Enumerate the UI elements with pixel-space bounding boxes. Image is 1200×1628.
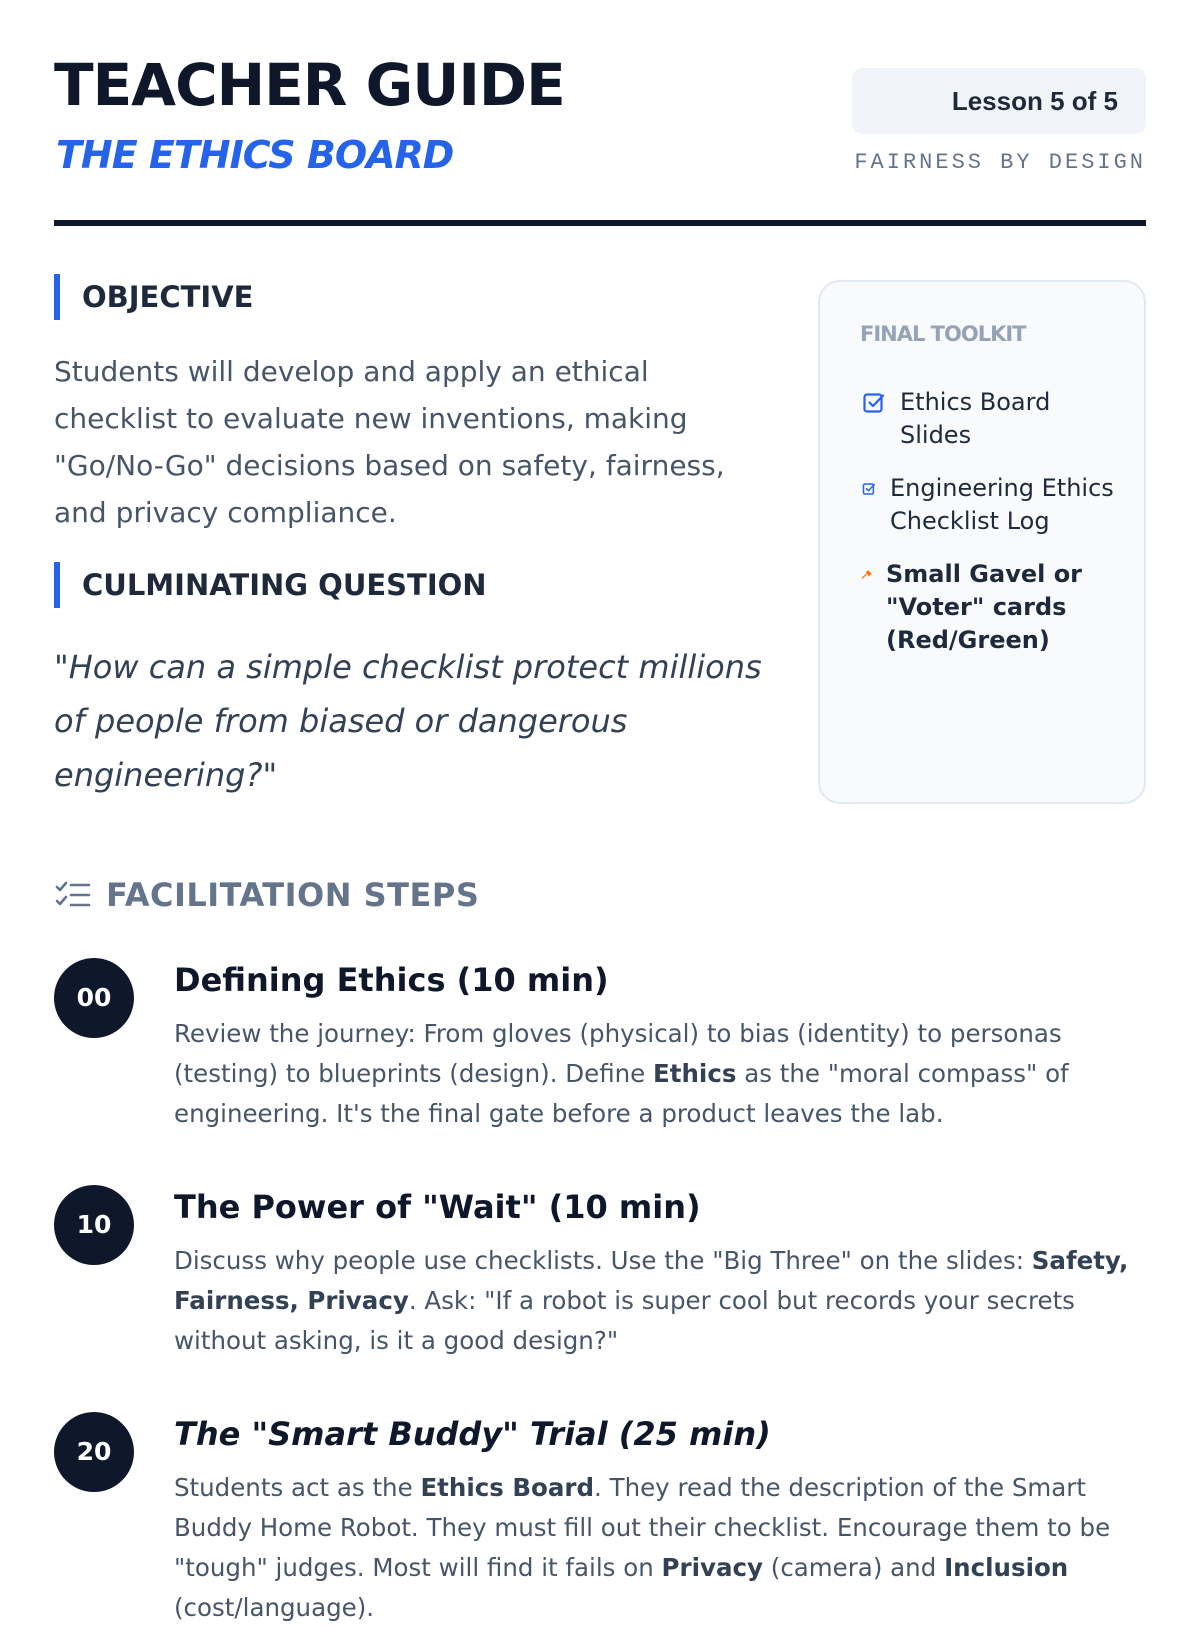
- culminating-question-heading: CULMINATING QUESTION: [54, 562, 487, 608]
- step-number-badge: 20: [54, 1412, 134, 1492]
- facilitation-steps-heading: [54, 870, 479, 920]
- facilitation-steps-label: FACILITATION STEPS: [106, 876, 480, 914]
- objective-heading: OBJECTIVE: [54, 274, 253, 320]
- header-divider: [54, 220, 1146, 226]
- toolkit-item-label: Ethics Board Slides: [900, 388, 1051, 449]
- series-label: FAIRNESS BY DESIGN: [854, 150, 1146, 175]
- step-title: The "Smart Buddy" Trial (25 min): [174, 1415, 771, 1453]
- toolkit-item-label: Small Gavel or "Voter" cards (Red/Green): [886, 560, 1083, 654]
- step-number-badge: 00: [54, 958, 134, 1038]
- facilitation-step: [54, 958, 1146, 1138]
- page-header: [54, 52, 1146, 228]
- checklist-icon: [54, 879, 92, 911]
- step-number-badge: 10: [54, 1185, 134, 1265]
- facilitation-step: [54, 1412, 1146, 1622]
- emphasis-term: Ethics Board: [420, 1473, 595, 1502]
- culminating-question-text: "How can a simple checklist protect millions of people from biased or dangerous engineering?": [54, 648, 762, 794]
- emphasis-term: Ethics: [653, 1059, 737, 1088]
- step-body: Review the journey: From gloves (physical) to bias (identity) to personas (testing) to blueprints (design). Define Ethics as the "moral compass" of engineering. It's the final gate before a product leaves the lab.: [174, 1019, 1069, 1128]
- checkbox-icon: [860, 472, 878, 505]
- lesson-subtitle: THE ETHICS BOARD: [56, 133, 454, 177]
- facilitation-step: [54, 1185, 1146, 1365]
- emphasis-term: Privacy: [661, 1553, 763, 1582]
- step-title: The Power of "Wait" (10 min): [174, 1188, 701, 1226]
- objective-text: Students will develop and apply an ethical checklist to evaluate new inventions, making "Go/No-Go" decisions based on safety, fairness, and privacy compliance.: [54, 355, 725, 529]
- toolkit-title: FINAL TOOLKIT: [860, 322, 1026, 346]
- gavel-icon: [860, 558, 874, 591]
- toolkit-item: [860, 558, 1106, 657]
- toolkit-item: [860, 472, 1130, 538]
- page-title: TEACHER GUIDE: [54, 51, 565, 119]
- final-toolkit-card: [818, 280, 1146, 804]
- emphasis-term: Inclusion: [944, 1553, 1069, 1582]
- step-body: Students act as the Ethics Board. They read the description of the Smart Buddy Home Robot. They must fill out their checklist. Encourage them to be "tough" judges. Most will find it fails on Privacy (camera) and Inclusion (cost/language).: [174, 1473, 1111, 1622]
- toolkit-item-label: Engineering Ethics Checklist Log: [890, 474, 1114, 535]
- checkbox-icon: [860, 386, 888, 419]
- lesson-badge: Lesson 5 of 5: [852, 68, 1146, 134]
- step-body: Discuss why people use checklists. Use the "Big Three" on the slides: Safety, Fairness, Privacy. Ask: "If a robot is super cool but records your secrets without asking, is it a good design?": [174, 1246, 1129, 1355]
- toolkit-item: [860, 386, 1110, 452]
- emphasis-term: Safety, Fairness, Privacy: [174, 1246, 1129, 1315]
- step-title: Defining Ethics (10 min): [174, 961, 609, 999]
